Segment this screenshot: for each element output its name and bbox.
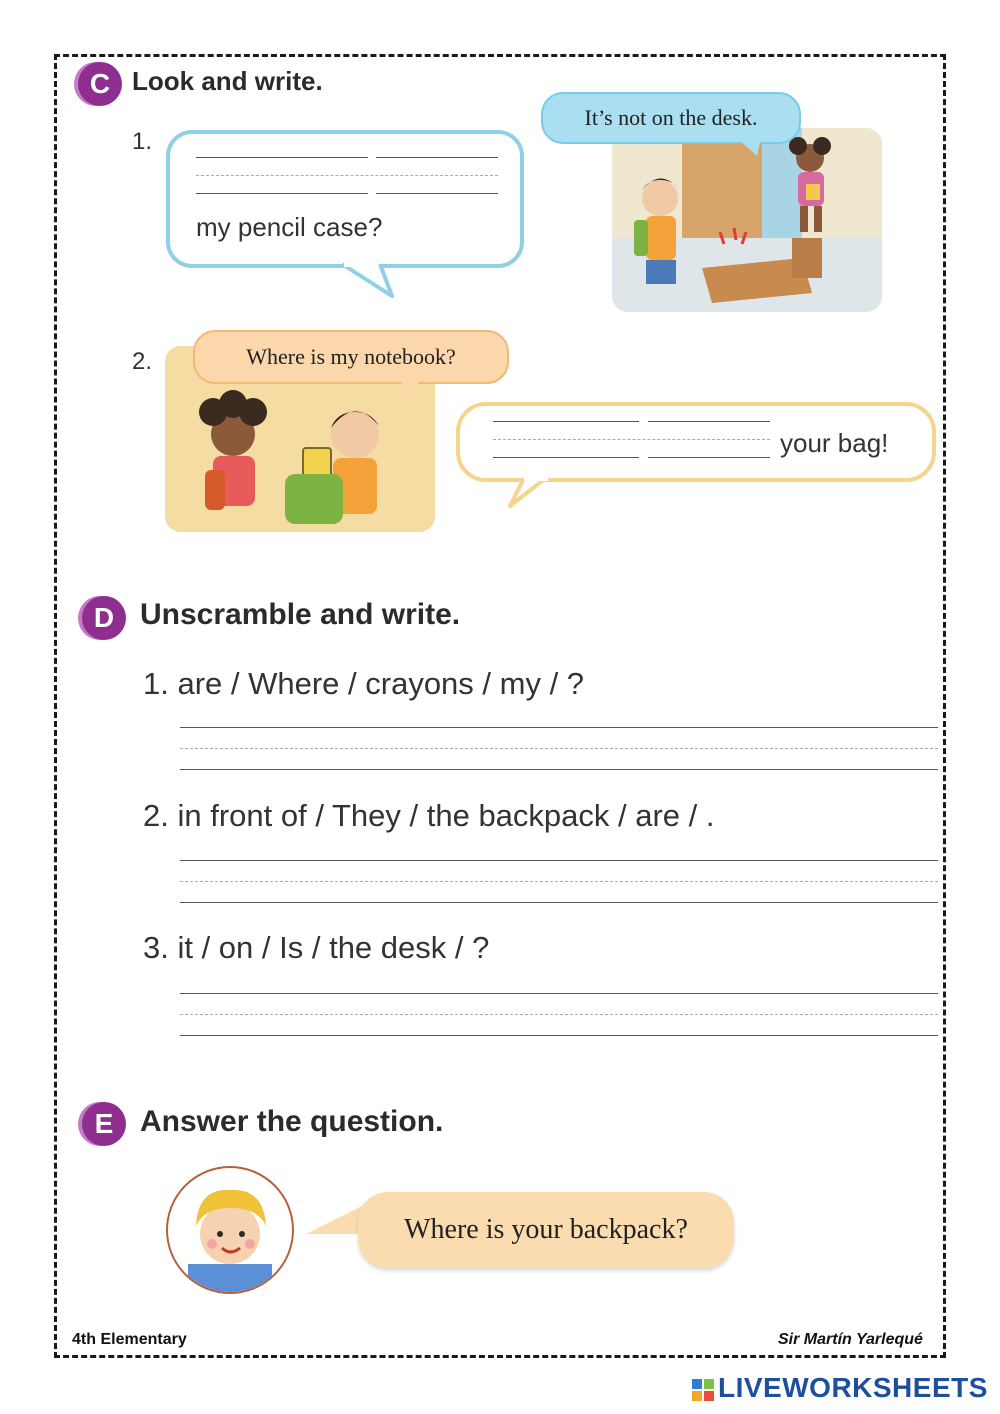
d-item1-guide	[180, 748, 938, 749]
d-item2-guide	[180, 881, 938, 882]
c-item2-line-1b[interactable]	[648, 421, 770, 422]
c-item2-guide	[493, 439, 770, 440]
c-item1-bubble-text: my pencil case?	[196, 212, 383, 242]
c-item2-bubble-text: your bag!	[780, 428, 889, 458]
footer-author: Sir Martín Yarlequé	[778, 1331, 923, 1348]
section-e-title: Answer the question.	[140, 1105, 444, 1138]
c-item1-answer-bubble	[166, 130, 524, 268]
c-item1-line-2a[interactable]	[196, 193, 368, 194]
boy-avatar	[166, 1166, 294, 1294]
c-item1-bubble-tail	[340, 262, 400, 300]
section-d-title: Unscramble and write.	[140, 598, 461, 631]
d-item3-line-top[interactable]	[180, 993, 938, 994]
c-item1-speech-bubble: It’s not on the desk.	[541, 92, 801, 144]
e-speech-bubble: Where is your backpack?	[358, 1192, 734, 1268]
c-item1-line-2b[interactable]	[376, 193, 498, 194]
section-d-badge: D	[82, 596, 126, 640]
c-item2-speech-bubble: Where is my notebook?	[193, 330, 509, 384]
d-item-3: 3. it / on / Is / the desk / ?	[143, 930, 490, 965]
c-item1-number: 1.	[132, 128, 153, 155]
section-c-title: Look and write.	[132, 66, 323, 96]
c-item1-guide	[196, 175, 498, 176]
c-item1-line-1a[interactable]	[196, 157, 368, 158]
d-item3-guide	[180, 1014, 938, 1015]
d-item-2: 2. in front of / They / the backpack / are / .	[143, 798, 715, 833]
c-item2-line-2b[interactable]	[648, 457, 770, 458]
d-item3-line-bottom[interactable]	[180, 1035, 938, 1036]
d-item1-line-bottom[interactable]	[180, 769, 938, 770]
c-item2-bubble-tail	[506, 476, 562, 510]
c-item2-speech-tail	[395, 376, 425, 400]
d-item1-line-top[interactable]	[180, 727, 938, 728]
d-item-1: 1. are / Where / crayons / my / ?	[143, 666, 585, 701]
c-item2-line-1a[interactable]	[493, 421, 639, 422]
d-item2-line-bottom[interactable]	[180, 902, 938, 903]
section-e-badge: E	[82, 1102, 126, 1146]
footer-grade: 4th Elementary	[72, 1331, 187, 1348]
d-item2-line-top[interactable]	[180, 860, 938, 861]
section-c-badge: C	[78, 62, 122, 106]
c-item2-line-2a[interactable]	[493, 457, 639, 458]
c-item1-speech-tail	[735, 136, 765, 160]
c-item2-number: 2.	[132, 348, 153, 375]
liveworksheets-brand[interactable]: LIVEWORKSHEETS	[718, 1372, 988, 1403]
liveworksheets-logo-icon	[692, 1379, 714, 1401]
c-item1-line-1b[interactable]	[376, 157, 498, 158]
